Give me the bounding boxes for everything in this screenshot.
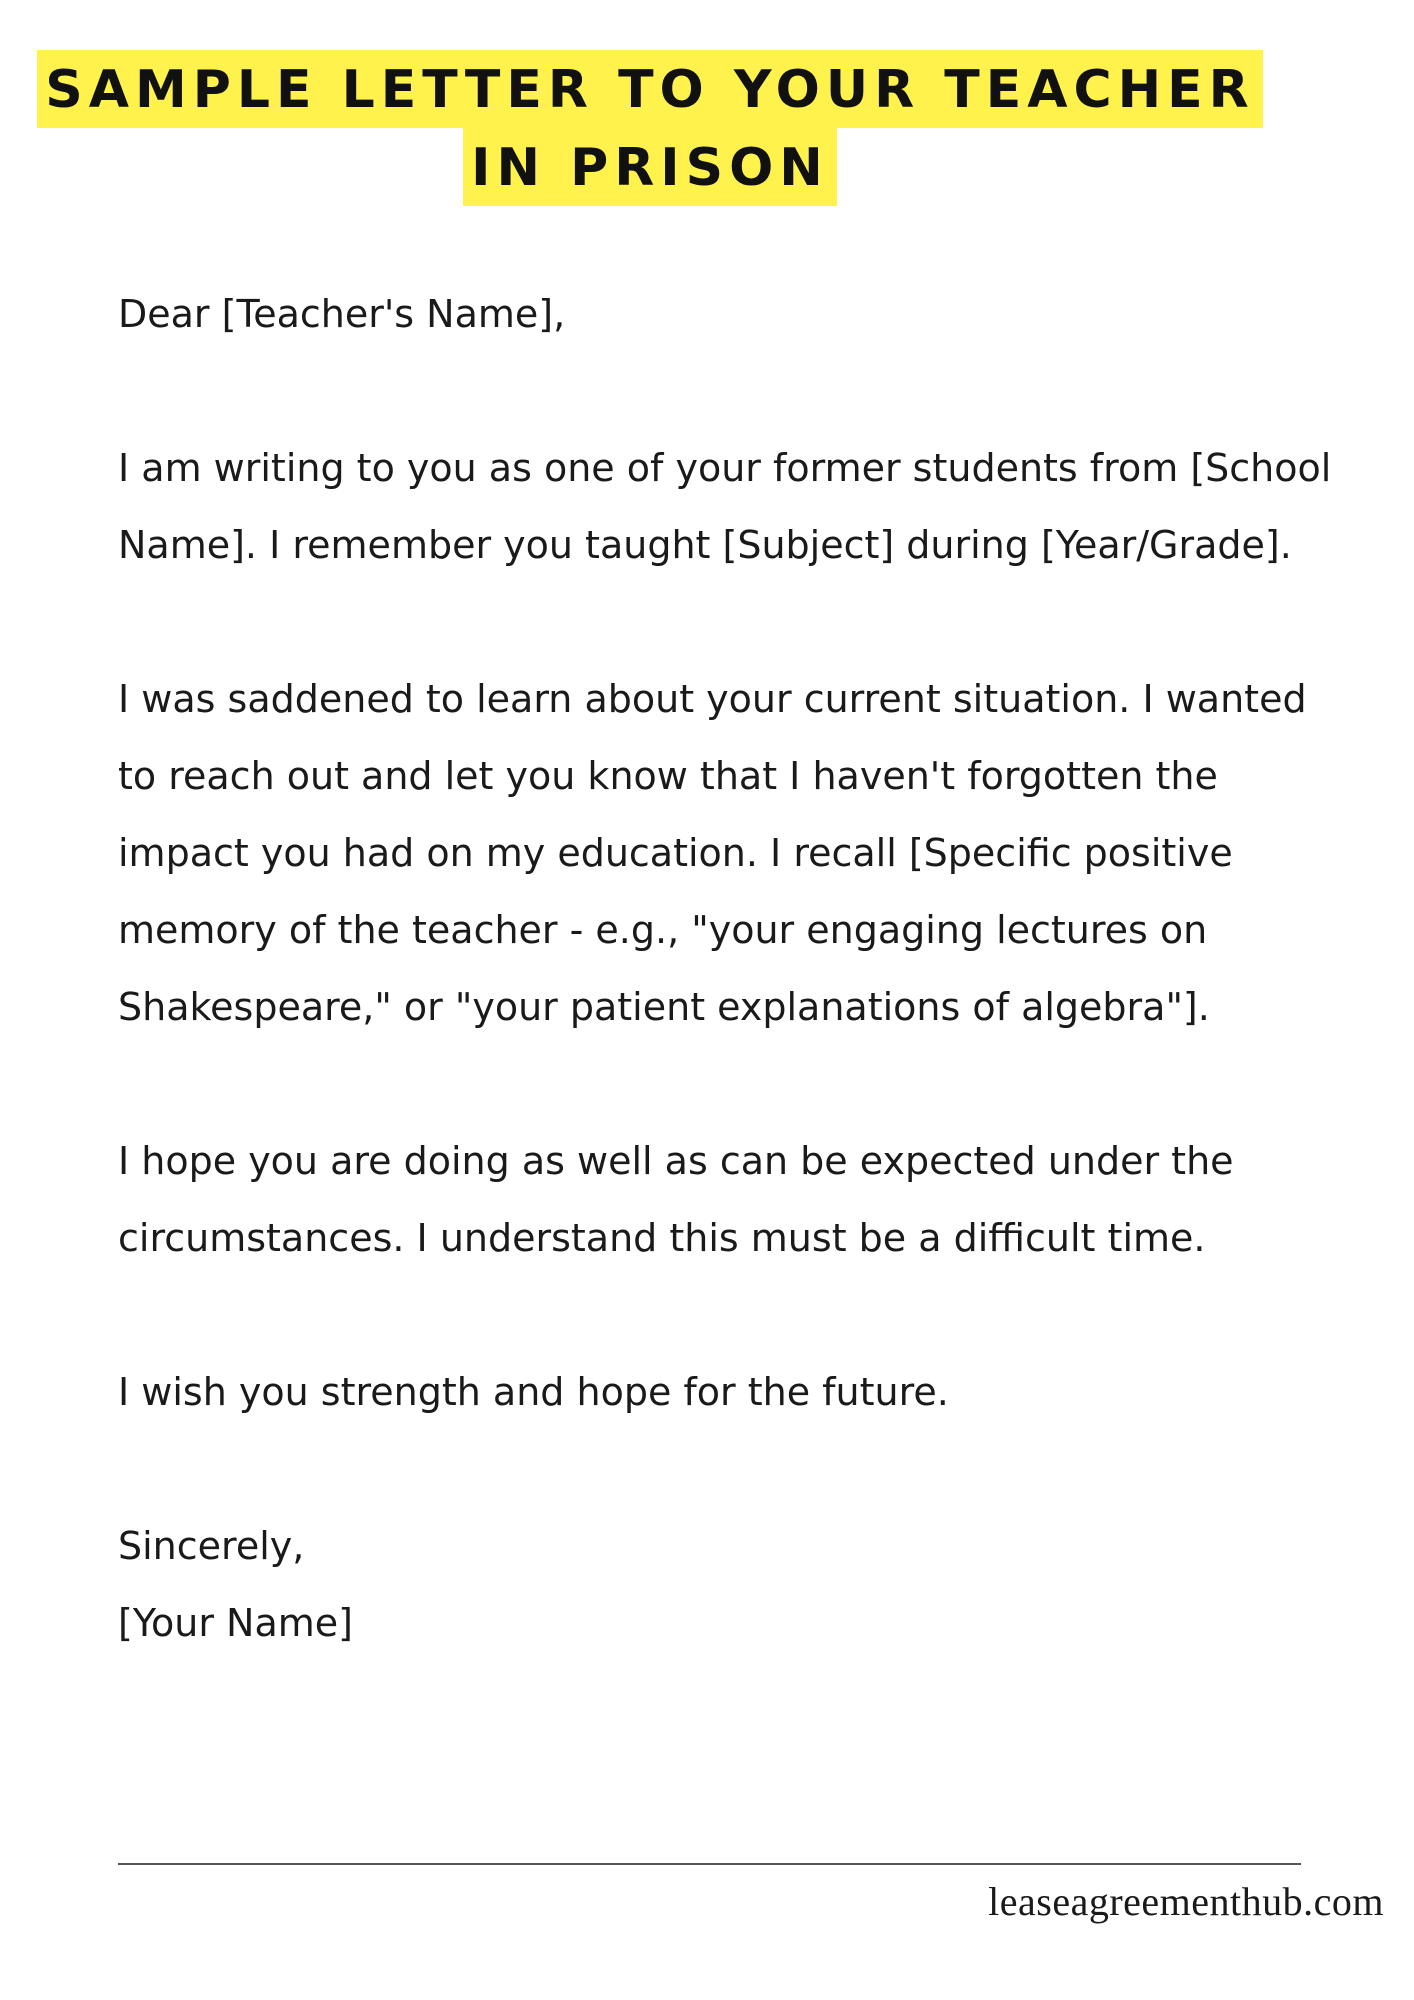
footer-brand: leaseagreementhub.com <box>988 1879 1384 1924</box>
letter-body <box>118 276 1338 1662</box>
page-title <box>0 50 1300 206</box>
title-line-1: SAMPLE LETTER TO YOUR TEACHER <box>37 50 1262 128</box>
closing: Sincerely, <box>118 1524 305 1568</box>
salutation: Dear [Teacher's Name], <box>118 292 566 336</box>
signature-line <box>118 1863 1301 1865</box>
paragraph-2: I was saddened to learn about your current situation. I wanted to reach out and let you know that I haven't forgotten the impact you had on my education. I recall [Specific positive memory of the teacher - e.g., "your engaging lectures on Shakespeare," or "your patient explanations of algebra"]. <box>118 677 1307 1029</box>
paragraph-1: I am writing to you as one of your former students from [School Name]. I remember you taught [Subject] during [Year/Grade]. <box>118 446 1332 567</box>
paragraph-4: I wish you strength and hope for the future. <box>118 1370 949 1414</box>
title-line-2: IN PRISON <box>463 128 837 206</box>
signature-placeholder: [Your Name] <box>118 1601 353 1645</box>
paragraph-3: I hope you are doing as well as can be expected under the circumstances. I understand this must be a difficult time. <box>118 1139 1234 1260</box>
